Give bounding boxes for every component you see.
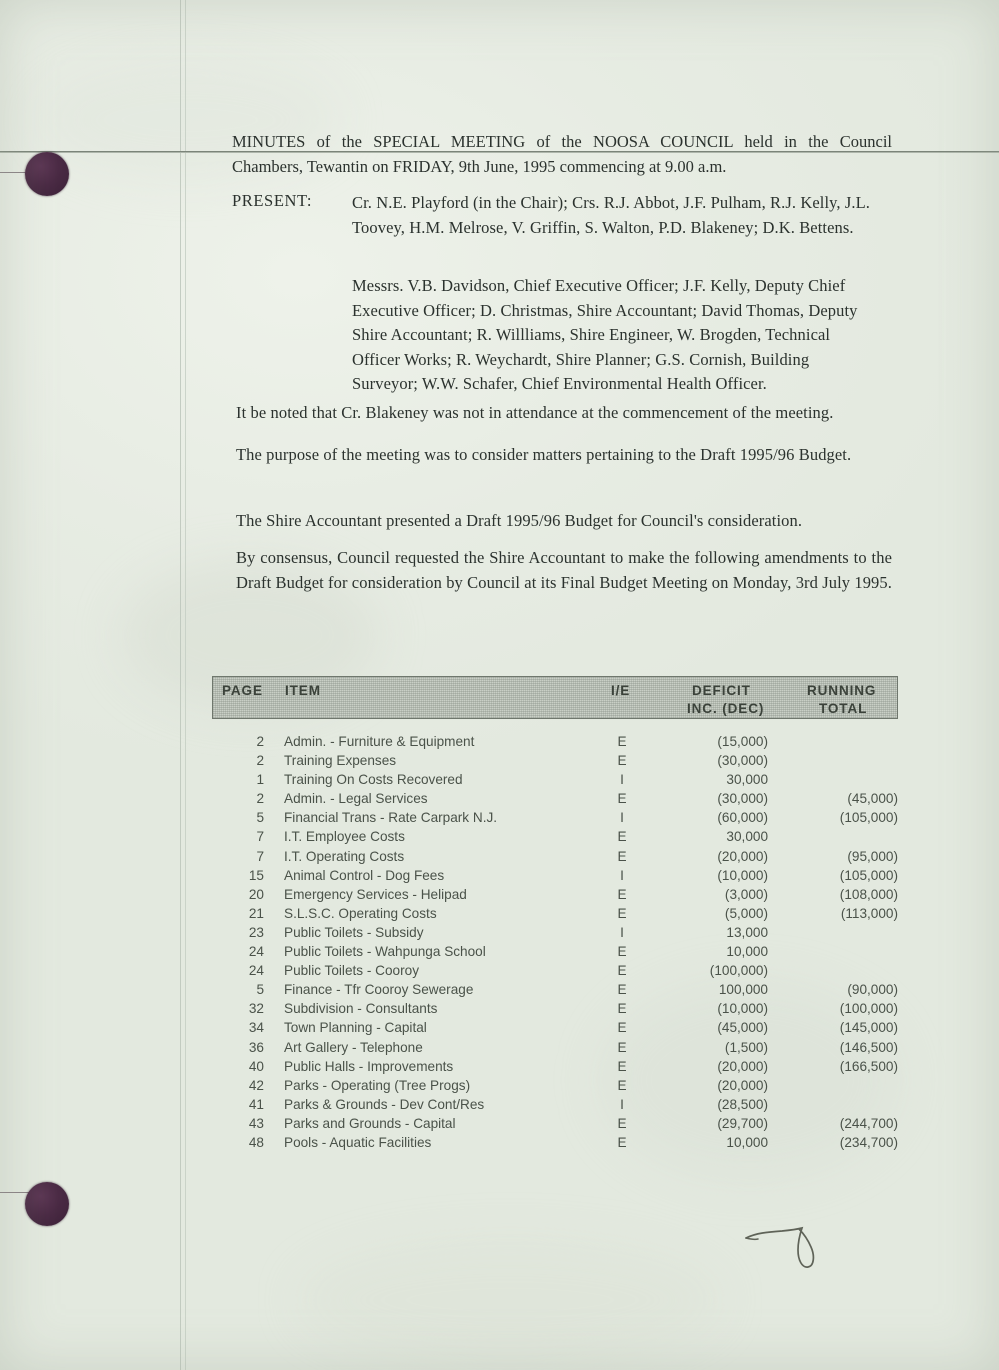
punch-hole-top (25, 152, 69, 196)
cell-deficit: (3,000) (724, 886, 768, 902)
cell-item: Town Planning - Capital (284, 1020, 427, 1036)
cell-ie: E (617, 1134, 627, 1150)
cell-page: 41 (248, 1096, 264, 1112)
cell-deficit: (100,000) (709, 963, 768, 979)
cell-deficit: 30,000 (726, 829, 768, 845)
paragraph-consensus: By consensus, Council requested the Shire Accountant to make the following amendments to the Draft Budget for consideration by Council at its Final Budget Meeting on Monday, 3rd July 1995. (236, 548, 892, 592)
cell-running: (45,000) (847, 791, 898, 807)
table-row (212, 944, 898, 963)
table-row (212, 1020, 898, 1039)
budget-amendments-table (212, 676, 898, 1150)
table-row (212, 829, 898, 848)
cell-item: Public Toilets - Wahpunga School (284, 944, 486, 960)
cell-ie: E (617, 1115, 627, 1131)
cell-page: 5 (256, 810, 264, 826)
cell-item: Admin. - Legal Services (284, 791, 428, 807)
minutes-heading-line-1: MINUTES of the SPECIAL MEETING of the NOOSA COUNCIL held in the Council (232, 132, 892, 151)
cell-running: (105,000) (839, 810, 898, 826)
cell-running: (145,000) (839, 1020, 898, 1036)
table-row (212, 772, 898, 791)
cell-deficit: (20,000) (717, 1058, 768, 1074)
cell-ie: E (617, 944, 627, 960)
cell-running: (100,000) (839, 1001, 898, 1017)
present-officers: Messrs. V.B. Davidson, Chief Executive Officer; J.F. Kelly, Deputy Chief Executive Officer; D. Christmas, Shire Accountant; David Thomas, Deputy Shire Accountant; R. Willliams, Shire Engineer, W. Brogden, Technical Officer Works; R. Weychardt, Shire Planner; G.S. Cornish, Building Surveyor; W.W. Schafer, Chief Environmental Health Officer. (352, 276, 858, 393)
table-row (212, 1040, 898, 1059)
cell-deficit: 30,000 (726, 772, 768, 788)
cell-deficit: (28,500) (717, 1096, 768, 1112)
column-header-page: PAGE (222, 683, 263, 698)
minutes-heading-line-2: Chambers, Tewantin on FRIDAY, 9th June, 1995 commencing at 9.00 a.m. (232, 157, 727, 176)
column-header-ie: I/E (611, 683, 631, 698)
cell-ie: E (617, 905, 627, 921)
paragraph-purpose: The purpose of the meeting was to consider matters pertaining to the Draft 1995/96 Budget. (236, 445, 852, 464)
cell-deficit: (45,000) (717, 1020, 768, 1036)
cell-ie: E (617, 1077, 627, 1093)
table-row (212, 849, 898, 868)
cell-item: Public Toilets - Subsidy (284, 924, 424, 940)
cell-page: 2 (256, 734, 264, 749)
cell-ie: I (620, 810, 624, 826)
cell-ie: E (617, 1058, 627, 1074)
cell-page: 40 (248, 1058, 264, 1074)
cell-running: (146,500) (839, 1039, 898, 1055)
cell-page: 48 (248, 1134, 264, 1150)
cell-item: Art Gallery - Telephone (284, 1039, 423, 1055)
cell-ie: I (620, 924, 624, 940)
cell-ie: E (617, 963, 627, 979)
cell-item: Parks and Grounds - Capital (284, 1115, 456, 1131)
cell-deficit: (30,000) (717, 753, 768, 769)
present-councillors: Cr. N.E. Playford (in the Chair); Crs. R.J. Abbot, J.F. Pulham, R.J. Kelly, J.L. Toovey, H.M. Melrose, V. Griffin, S. Walton, P.D. Blakeney; D.K. Bettens. (352, 193, 871, 237)
cell-page: 42 (248, 1077, 264, 1093)
cell-page: 7 (256, 829, 264, 845)
cell-item: I.T. Employee Costs (284, 829, 405, 845)
cell-deficit: (15,000) (717, 734, 768, 749)
cell-ie: E (617, 1001, 627, 1017)
cell-page: 43 (248, 1115, 264, 1131)
cell-ie: E (617, 886, 627, 902)
column-header-deficit-sub: INC. (DEC) (687, 701, 765, 716)
cell-page: 5 (256, 982, 264, 998)
cell-item: Finance - Tfr Cooroy Sewerage (284, 982, 474, 998)
cell-running: (166,500) (839, 1058, 898, 1074)
table-row (212, 1059, 898, 1078)
column-header-running: RUNNING (807, 683, 877, 698)
cell-deficit: (29,700) (717, 1115, 768, 1131)
cell-page: 21 (248, 905, 264, 921)
cell-page: 36 (248, 1039, 264, 1055)
cell-page: 34 (248, 1020, 264, 1036)
cell-page: 24 (248, 944, 264, 960)
cell-item: Parks - Operating (Tree Progs) (284, 1077, 471, 1093)
cell-deficit: (1,500) (724, 1039, 768, 1055)
cell-item: Emergency Services - Helipad (284, 886, 467, 902)
punch-hole-tail (0, 1192, 30, 1193)
present-label: PRESENT: (232, 191, 313, 210)
cell-item: I.T. Operating Costs (284, 848, 405, 864)
table-row (212, 791, 898, 810)
punch-hole-bottom (25, 1182, 69, 1226)
cell-item: Training Expenses (284, 753, 397, 769)
cell-page: 15 (248, 867, 264, 883)
cell-deficit: (20,000) (717, 848, 768, 864)
cell-running: (105,000) (839, 867, 898, 883)
cell-page: 1 (256, 772, 264, 788)
handwritten-initial-mark (742, 1222, 852, 1284)
cell-item: Subdivision - Consultants (284, 1001, 438, 1017)
paragraph-presented: The Shire Accountant presented a Draft 1995/96 Budget for Council's consideration. (236, 511, 803, 530)
column-header-item: ITEM (285, 683, 321, 698)
table-row (212, 810, 898, 829)
table-row (212, 1097, 898, 1116)
cell-ie: E (617, 791, 627, 807)
cell-item: Financial Trans - Rate Carpark N.J. (284, 810, 498, 826)
cell-deficit: (10,000) (717, 1001, 768, 1017)
table-row (212, 1116, 898, 1135)
column-header-deficit: DEFICIT (692, 683, 751, 698)
cell-ie: E (617, 1020, 627, 1036)
cell-ie: E (617, 829, 627, 845)
cell-ie: I (620, 772, 624, 788)
minutes-heading (232, 129, 892, 179)
cell-running: (234,700) (839, 1134, 898, 1150)
cell-item: Admin. - Furniture & Equipment (284, 734, 475, 749)
margin-rule-left-2 (185, 0, 186, 1370)
table-row (212, 925, 898, 944)
cell-ie: E (617, 982, 627, 998)
cell-page: 7 (256, 848, 264, 864)
cell-deficit: (30,000) (717, 791, 768, 807)
cell-ie: E (617, 1039, 627, 1055)
cell-deficit: 100,000 (718, 982, 768, 998)
cell-running: (113,000) (840, 905, 898, 921)
cell-ie: I (620, 1096, 624, 1112)
cell-running: (90,000) (847, 982, 898, 998)
cell-deficit: 10,000 (726, 944, 768, 960)
cell-ie: E (617, 734, 627, 749)
table-row (212, 1001, 898, 1020)
cell-deficit: (5,000) (724, 905, 768, 921)
cell-running: (244,700) (839, 1115, 898, 1131)
cell-deficit: (10,000) (717, 867, 768, 883)
cell-item: S.L.S.C. Operating Costs (284, 905, 437, 921)
table-row (212, 1135, 898, 1154)
cell-page: 24 (248, 963, 264, 979)
table-row (212, 982, 898, 1001)
cell-ie: E (617, 753, 627, 769)
cell-page: 32 (248, 1001, 264, 1017)
cell-running: (108,000) (839, 886, 898, 902)
cell-page: 20 (248, 886, 264, 902)
cell-deficit: 10,000 (726, 1134, 768, 1150)
cell-deficit: 13,000 (726, 924, 768, 940)
table-row (212, 963, 898, 982)
cell-running: (95,000) (847, 848, 898, 864)
cell-page: 2 (256, 791, 264, 807)
cell-item: Training On Costs Recovered (284, 772, 463, 788)
table-row (212, 906, 898, 925)
table-header-row (212, 676, 898, 719)
cell-page: 23 (248, 924, 264, 940)
cell-deficit: (60,000) (717, 810, 768, 826)
cell-deficit: (20,000) (717, 1077, 768, 1093)
margin-rule-left (180, 0, 181, 1370)
cell-item: Animal Control - Dog Fees (284, 867, 445, 883)
cell-item: Public Halls - Improvements (284, 1058, 454, 1074)
cell-ie: E (617, 848, 627, 864)
cell-item: Parks & Grounds - Dev Cont/Res (284, 1096, 485, 1112)
table-row (212, 1078, 898, 1097)
cell-page: 2 (256, 753, 264, 769)
paragraph-attendance: It be noted that Cr. Blakeney was not in attendance at the commencement of the meeting. (236, 403, 834, 422)
paper-blotch (300, 1240, 720, 1360)
cell-ie: I (620, 867, 624, 883)
table-row (212, 734, 898, 753)
table-row (212, 868, 898, 887)
table-body (212, 734, 898, 1154)
cell-item: Public Toilets - Cooroy (284, 963, 419, 979)
column-header-running-sub: TOTAL (819, 701, 868, 716)
cell-item: Pools - Aquatic Facilities (284, 1134, 432, 1150)
table-row (212, 753, 898, 772)
table-row (212, 887, 898, 906)
